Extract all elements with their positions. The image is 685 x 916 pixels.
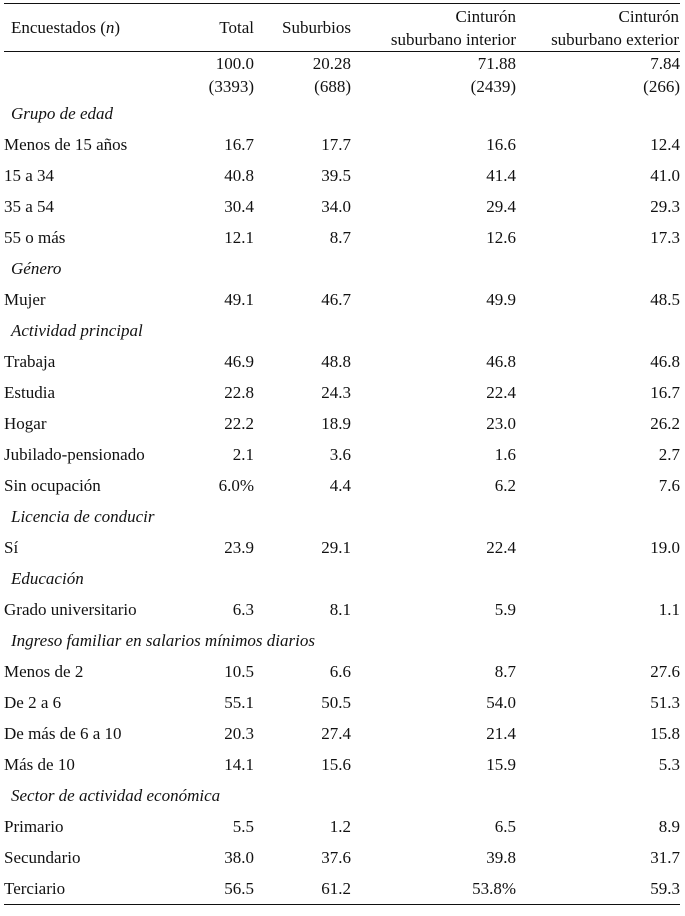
row-label: 15 a 34 [4,165,55,185]
table-row [4,842,680,873]
cell-outer-belt: 16.7 [650,382,680,402]
cell-suburbios: 27.4 [321,723,351,743]
table-row [4,284,680,315]
cell-inner-belt: 6.5 [494,816,516,836]
cell-inner-belt: 46.8 [486,351,516,371]
totals-total: 100.0 (3393) [208,54,254,96]
cell-inner-belt: 41.4 [486,165,516,185]
cell-outer-belt: 51.3 [650,692,680,712]
row-label: Estudia [4,382,55,402]
cell-outer-belt: 46.8 [650,351,680,371]
row-label: Hogar [4,413,47,433]
cell-suburbios: 48.8 [321,351,351,371]
cell-suburbios: 15.6 [321,754,351,774]
cell-total: 14.1 [224,754,254,774]
section-title: Género [11,258,62,278]
cell-total: 23.9 [224,537,254,557]
cell-outer-belt: 48.5 [650,289,680,309]
cell-total: 55.1 [224,692,254,712]
cell-outer-belt: 31.7 [650,847,680,867]
cell-inner-belt: 15.9 [486,754,516,774]
table-row [4,191,680,222]
totals-suburbios: 20.28 (688) [312,54,351,96]
survey-table [4,3,680,905]
cell-suburbios: 1.2 [329,816,351,836]
cell-suburbios: 24.3 [321,382,351,402]
cell-outer-belt: 19.0 [650,537,680,557]
header-inner-belt: Cinturón suburbano interior [351,4,516,52]
row-label: Jubilado-pensionado [4,444,145,464]
section-heading-row [4,315,680,346]
cell-total: 40.8 [224,165,254,185]
row-label: Sí [4,537,19,557]
cell-inner-belt: 39.8 [486,847,516,867]
cell-total: 22.8 [224,382,254,402]
row-label: Terciario [4,873,164,905]
cell-inner-belt: 6.2 [494,475,516,495]
row-label: Primario [4,816,64,836]
cell-outer-belt: 29.3 [650,196,680,216]
cell-suburbios: 50.5 [321,692,351,712]
cell-inner-belt: 54.0 [486,692,516,712]
cell-outer-belt: 17.3 [650,227,680,247]
cell-suburbios: 39.5 [321,165,351,185]
cell-inner-belt: 1.6 [494,444,516,464]
cell-suburbios: 17.7 [321,134,351,154]
cell-suburbios: 34.0 [321,196,351,216]
table-row [4,749,680,780]
cell-suburbios: 29.1 [321,537,351,557]
section-title: Ingreso familiar en salarios mínimos diarios [11,630,315,650]
row-label: Más de 10 [4,754,75,774]
section-heading-row [4,98,680,129]
cell-inner-belt: 5.9 [494,599,516,619]
section-heading-row [4,780,680,811]
table-row [4,222,680,253]
cell-total: 6.3 [232,599,254,619]
row-label: Mujer [4,289,46,309]
cell-suburbios: 61.2 [254,873,351,905]
cell-outer-belt: 8.9 [658,816,680,836]
section-heading-row [4,563,680,594]
table-row [4,594,680,625]
header-suburbios: Suburbios [254,4,351,52]
row-label: 35 a 54 [4,196,55,216]
table-row [4,656,680,687]
cell-total: 30.4 [224,196,254,216]
cell-inner-belt: 16.6 [486,134,516,154]
totals-outer-belt: 7.84 (266) [643,54,680,96]
table-row [4,408,680,439]
cell-suburbios: 8.1 [329,599,351,619]
row-label: Grado universitario [4,599,137,619]
section-title: Licencia de conducir [11,506,155,526]
cell-suburbios: 37.6 [321,847,351,867]
row-label: Menos de 15 años [4,134,128,154]
cell-inner-belt: 49.9 [486,289,516,309]
header-respondents: Encuestados (n) [4,4,164,52]
table-row [4,532,680,563]
row-label: Trabaja [4,351,56,371]
cell-suburbios: 3.6 [329,444,351,464]
row-label: Secundario [4,847,81,867]
cell-total: 12.1 [224,227,254,247]
cell-outer-belt: 5.3 [658,754,680,774]
cell-outer-belt: 26.2 [650,413,680,433]
section-title: Grupo de edad [11,103,113,123]
cell-total: 6.0% [218,475,254,495]
cell-inner-belt: 29.4 [486,196,516,216]
cell-total: 46.9 [224,351,254,371]
table-row [4,439,680,470]
cell-total: 49.1 [224,289,254,309]
table-row [4,129,680,160]
cell-inner-belt: 22.4 [486,537,516,557]
cell-outer-belt: 12.4 [650,134,680,154]
cell-outer-belt: 2.7 [658,444,680,464]
table-body [4,52,680,905]
table-row [4,160,680,191]
cell-inner-belt: 21.4 [486,723,516,743]
table-row [4,718,680,749]
cell-inner-belt: 53.8% [351,873,516,905]
section-heading-row [4,501,680,532]
cell-outer-belt: 1.1 [658,599,680,619]
cell-total: 16.7 [224,134,254,154]
cell-total: 5.5 [232,816,254,836]
cell-inner-belt: 8.7 [494,661,516,681]
section-heading-row [4,253,680,284]
cell-inner-belt: 12.6 [486,227,516,247]
cell-inner-belt: 23.0 [486,413,516,433]
cell-suburbios: 6.6 [329,661,351,681]
cell-total: 22.2 [224,413,254,433]
table-header [4,4,680,52]
table-row [4,470,680,501]
row-label: Menos de 2 [4,661,84,681]
row-label: 55 o más [4,227,66,247]
cell-suburbios: 8.7 [329,227,351,247]
cell-total: 20.3 [224,723,254,743]
cell-total: 2.1 [232,444,254,464]
cell-outer-belt: 41.0 [650,165,680,185]
table-row [4,377,680,408]
cell-total: 56.5 [164,873,254,905]
cell-outer-belt: 15.8 [650,723,680,743]
row-label: De 2 a 6 [4,692,62,712]
cell-outer-belt: 7.6 [658,475,680,495]
cell-suburbios: 4.4 [329,475,351,495]
totals-row [4,52,680,99]
cell-outer-belt: 59.3 [516,873,680,905]
cell-total: 38.0 [224,847,254,867]
cell-outer-belt: 27.6 [650,661,680,681]
table-row [4,346,680,377]
section-title: Educación [11,568,84,588]
cell-suburbios: 46.7 [321,289,351,309]
cell-total: 10.5 [224,661,254,681]
row-label: De más de 6 a 10 [4,723,122,743]
header-outer-belt: Cinturón suburbano exterior [516,4,680,52]
table-row [4,811,680,842]
section-heading-row [4,625,680,656]
header-total: Total [164,4,254,52]
section-title: Actividad principal [11,320,143,340]
totals-inner-belt: 71.88 (2439) [470,54,516,96]
table-row [4,873,680,905]
cell-inner-belt: 22.4 [486,382,516,402]
row-label: Sin ocupación [4,475,101,495]
section-title: Sector de actividad económica [11,785,221,805]
cell-suburbios: 18.9 [321,413,351,433]
table-row [4,687,680,718]
